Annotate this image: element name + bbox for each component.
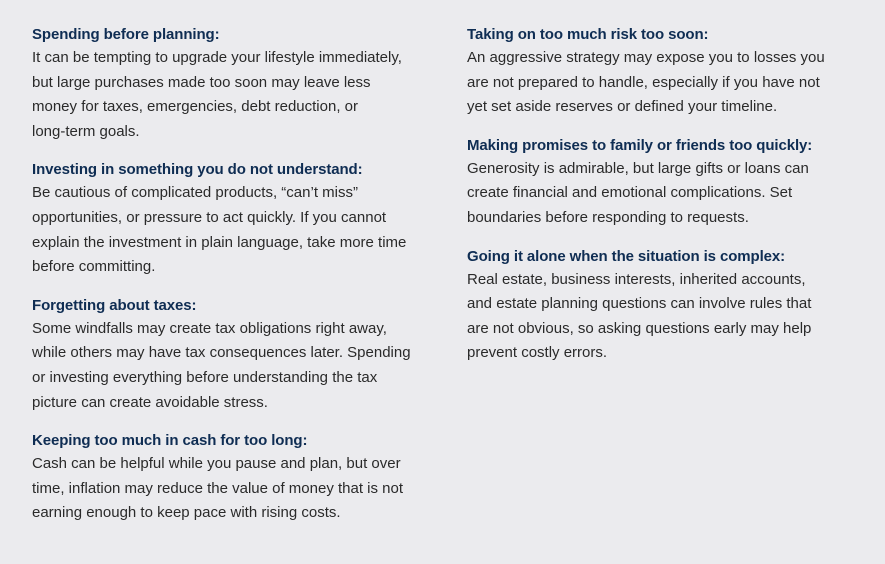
tip-body — [32, 317, 432, 415]
tip-spending-before-planning — [32, 24, 432, 144]
tip-line: money for taxes, emergencies, debt reduction, or — [32, 98, 359, 116]
tip-forgetting-taxes — [32, 295, 432, 415]
tip-going-it-alone — [467, 246, 847, 366]
tip-line: and estate planning questions can involve rules that — [467, 295, 812, 313]
tip-heading: Forgetting about taxes: — [32, 296, 197, 314]
tip-line: Generosity is admirable, but large gifts or loans can — [467, 159, 809, 177]
tip-line: before committing. — [32, 258, 156, 276]
tip-line: explain the investment in plain language, take more time — [32, 233, 407, 251]
tip-promises-family — [467, 135, 847, 231]
tip-line: An aggressive strategy may expose you to losses you — [467, 49, 825, 66]
tip-line: opportunities, or pressure to act quickly. If you cannot — [32, 208, 387, 226]
tip-too-much-cash — [32, 430, 432, 526]
tip-line: picture can create avoidable stress. — [32, 393, 268, 411]
tip-line: but large purchases made too soon may leave less — [32, 73, 371, 91]
tip-body — [467, 157, 847, 231]
tip-line: long-term goals. — [32, 122, 140, 140]
left-column — [32, 24, 432, 541]
right-column — [467, 24, 847, 381]
tip-line: yet set aside reserves or defined your timeline. — [467, 98, 778, 116]
tip-heading: Going it alone when the situation is complex: — [467, 247, 786, 265]
tip-line: Some windfalls may create tax obligations right away, — [32, 319, 387, 337]
tip-line: earning enough to keep pace with rising costs. — [32, 504, 341, 522]
tip-heading: Taking on too much risk too soon: — [467, 26, 709, 43]
tip-heading: Spending before planning: — [32, 26, 220, 43]
tip-line: create financial and emotional complications. Set — [467, 184, 793, 202]
tip-body — [32, 181, 432, 279]
tip-line: or investing everything before understanding the tax — [32, 368, 378, 386]
tip-line: while others may have tax consequences later. Spending — [32, 344, 411, 362]
tip-line: boundaries before responding to requests. — [467, 208, 749, 226]
tip-investing-not-understood — [32, 159, 432, 279]
tip-too-much-risk — [467, 24, 847, 120]
tip-heading: Investing in something you do not understand: — [32, 161, 363, 179]
tip-body — [467, 46, 847, 120]
tip-heading: Keeping too much in cash for too long: — [32, 432, 308, 450]
tip-heading: Making promises to family or friends too quickly: — [467, 136, 813, 154]
tip-line: prevent costly errors. — [467, 344, 608, 362]
tip-line: are not prepared to handle, especially if you have not — [467, 73, 820, 91]
tip-line: time, inflation may reduce the value of money that is not — [32, 479, 404, 497]
tip-body — [32, 46, 432, 144]
tip-body — [32, 452, 432, 526]
tip-line: Cash can be helpful while you pause and plan, but over — [32, 455, 401, 473]
tip-body — [467, 268, 847, 366]
tip-line: It can be tempting to upgrade your lifestyle immediately, — [32, 49, 402, 66]
tip-line: Be cautious of complicated products, “can’t miss” — [32, 184, 358, 202]
tip-line: are not obvious, so asking questions early may help — [467, 319, 812, 337]
tip-line: Real estate, business interests, inherited accounts, — [467, 270, 806, 288]
